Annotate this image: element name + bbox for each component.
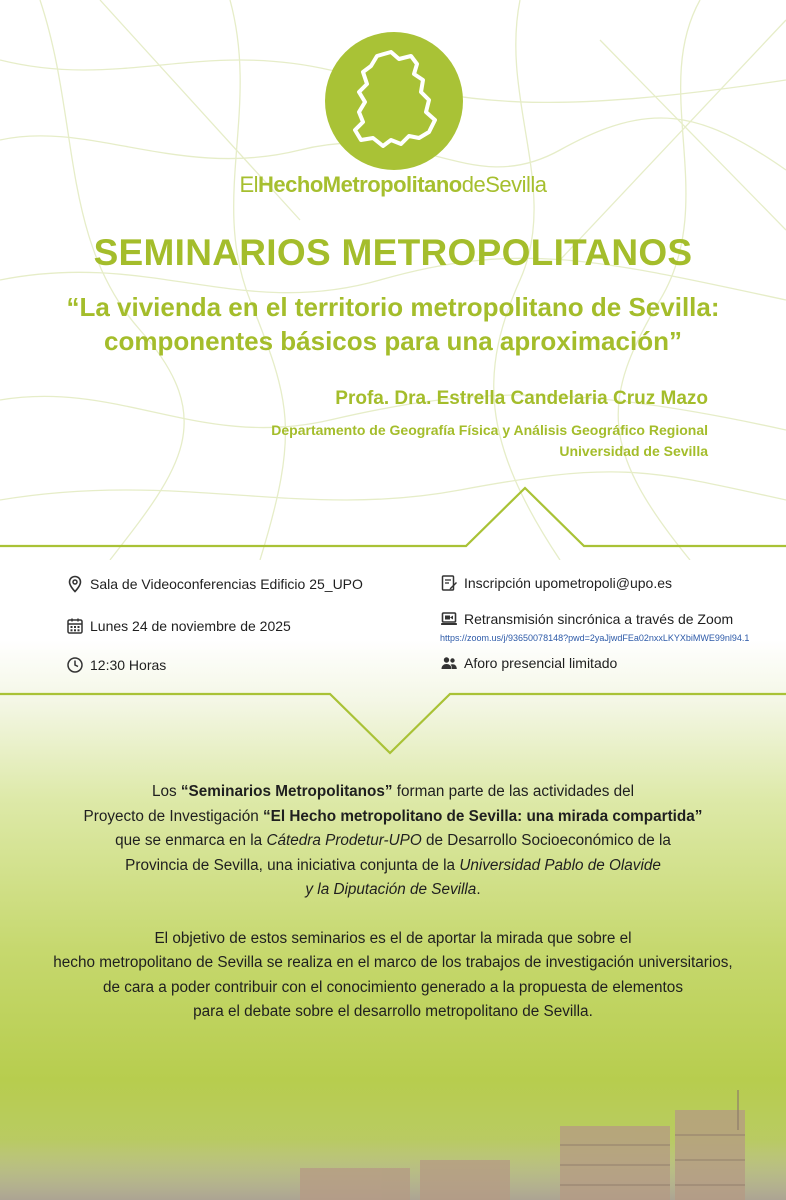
logo-province-map	[325, 32, 463, 170]
form-icon	[440, 574, 458, 592]
event-date: Lunes 24 de noviembre de 2025	[66, 617, 291, 635]
speaker-name: Profa. Dra. Estrella Candelaria Cruz Mazo	[335, 388, 708, 409]
event-registration: Inscripción upometropoli@upo.es	[440, 574, 672, 592]
event-location: Sala de Videoconferencias Edificio 25_UPO	[66, 575, 363, 593]
location-pin-icon	[66, 575, 84, 593]
brand-wordmark: ElHechoMetropolitanodeSevilla	[239, 172, 547, 197]
event-broadcast: Retransmisión sincrónica a través de Zoom	[440, 610, 733, 628]
event-time: 12:30 Horas	[66, 656, 166, 674]
calendar-icon	[66, 617, 84, 635]
page-title: SEMINARIOS METROPOLITANOS	[93, 232, 693, 273]
clock-icon	[66, 656, 84, 674]
zoom-meeting-link[interactable]: https://zoom.us/j/93650078148?pwd=2yaJjwdFEa02nxxLKYXbiMWE99nl94.1	[440, 633, 750, 643]
laptop-video-icon	[440, 610, 458, 628]
buildings-photo-band	[0, 1090, 786, 1200]
speaker-affiliation: Departamento de Geografía Física y Análisis Geográfico Regional Universidad de Sevilla	[271, 422, 708, 459]
description-paragraph-2: El objetivo de estos seminarios es el de aportar la mirada que sobre el hecho metropolitano de Sevilla se realiza en el marco de los trabajos de investigación universitarios, de cara a poder contribuir con el conocimiento generado a la propuesta de elementos para el debate sobre el desarrollo metropolitano de Sevilla.	[53, 929, 733, 1020]
seminar-subtitle: “La vivienda en el territorio metropolitano de Sevilla: componentes básicos para una aproximación”	[66, 292, 720, 356]
people-icon	[440, 654, 458, 672]
description-paragraph-1: Los “Seminarios Metropolitanos” forman parte de las actividades del Proyecto de Investigación “El Hecho metropolitano de Sevilla: una mirada compartida” que se enmarca en la Cátedra Prodetur-UPO de Desarrollo Socioeconómico de la Provincia de Sevilla, una iniciativa conjunta de la Universidad Pablo de Olavide y la Diputación de Sevilla.	[83, 783, 703, 898]
seminar-description	[0, 780, 786, 1049]
event-capacity: Aforo presencial limitado	[440, 654, 617, 672]
